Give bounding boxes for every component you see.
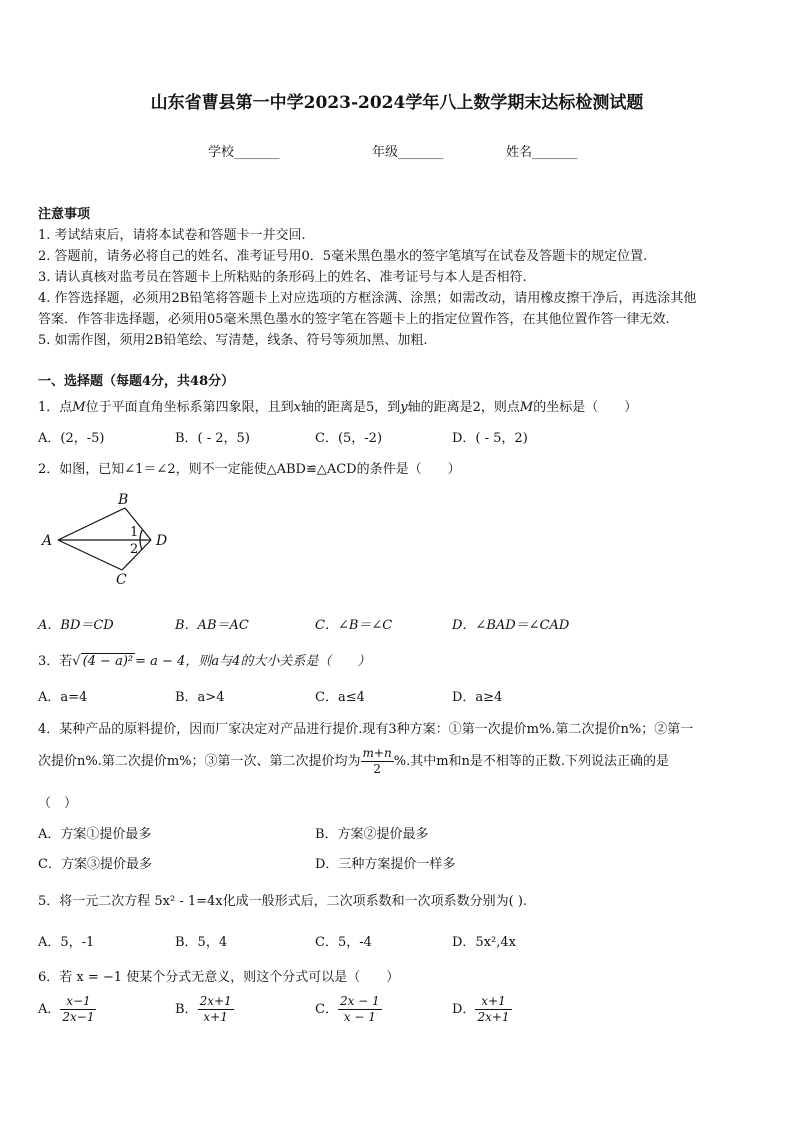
q1-option-b: B．( - 2，5): [175, 431, 250, 446]
q1-option-d: D．( - 5，2): [452, 431, 528, 446]
label-c: C: [116, 572, 127, 588]
page-title: 山东省曹县第一中学2023-2024学年八上数学期末达标检测试题: [150, 93, 644, 113]
label-a: A: [42, 533, 53, 549]
notice-item: 4. 作答选择题，必须用2B铅笔将答题卡上对应选项的方框涂满、涂黑；如需改动，请用橡皮擦干净后，再选涂其他: [38, 291, 697, 306]
question-2-stem: 2．如图，已知∠1＝∠2，则不一定能使△ABD≌△ACD的条件是（ ）: [38, 462, 461, 477]
notice-item: 答案．作答非选择题，必须用05毫米黑色墨水的签字笔在答题卡上的指定位置作答，在其他位置作答一律无效.: [38, 312, 670, 327]
segment-ab: [58, 508, 125, 540]
segment-ac: [58, 540, 122, 570]
notice-item: 2. 答题前，请务必将自己的姓名、准考证号用0．5毫米黑色墨水的签字笔填写在试卷及答题卡的规定位置.: [38, 249, 648, 264]
question-4-line-3: （ ）: [38, 796, 78, 811]
label-angle-1: 1: [130, 525, 139, 540]
sqrt-sign: √: [72, 654, 81, 669]
q6-option-c: C． $\frac{2x - 1}{x - 1}$: [315, 994, 380, 1024]
question-3-stem: 3．若√ (4 − a)² = a − 4，则a与4的大小关系是（ ）: [38, 654, 371, 669]
q1-option-a: A．(2，-5): [38, 431, 105, 446]
notice-item: 3. 请认真核对监考员在答题卡上所粘贴的条形码上的姓名、准考证号与本人是否相符.: [38, 270, 527, 285]
q6-option-d: D． $\frac{x+1}{2x+1}$: [452, 994, 510, 1024]
name-field: 姓名_______: [506, 145, 578, 160]
notice-heading: 注意事项: [38, 207, 91, 222]
q6-option-a: A． $\frac{x-1}{2x-1}$: [38, 994, 95, 1024]
q3-option-d: D．a≥4: [452, 690, 503, 705]
q5-option-a: A．5，-1: [38, 935, 95, 950]
q4-option-c: C．方案③提价最多: [38, 857, 152, 872]
triangle-figure: [38, 488, 168, 588]
q1-option-c: C．(5，-2): [315, 431, 383, 446]
q3-option-b: B．a>4: [175, 690, 225, 705]
question-4-line-2: 次提价n%.第二次提价m%；③第一次、第二次提价均为 $\frac{m+n}{2}$ %.其中m和n是不相等的正数.下列说法正确的是: [38, 746, 670, 776]
notice-item: 5. 如需作图，须用2B铅笔绘、写清楚，线条、符号等须加黑、加粗.: [38, 333, 428, 348]
q6-option-b: B． $\frac{2x+1}{x+1}$: [175, 994, 232, 1024]
school-field: 学校_______: [208, 145, 280, 160]
q5-option-d: D．5x²,4x: [452, 935, 516, 950]
q2-option-b: B．AB＝AC: [175, 618, 249, 633]
question-4-line-1: 4．某种产品的原料提价，因而厂家决定对产品进行提价.现有3种方案：①第一次提价m%.第二次提价n%；②第一: [38, 722, 694, 737]
question-1-stem: 1．点M位于平面直角坐标系第四象限，且到x轴的距离是5，到y轴的距离是2，则点M的坐标是（ ）: [38, 400, 638, 415]
q3-option-c: C．a≤4: [315, 690, 365, 705]
q2-option-a: A．BD＝CD: [38, 618, 114, 633]
notice-item: 1. 考试结束后，请将本试卷和答题卡一并交回.: [38, 228, 306, 243]
q4-option-b: B．方案②提价最多: [315, 827, 429, 842]
q2-option-d: D．∠BAD＝∠CAD: [452, 618, 570, 633]
q4-option-a: A．方案①提价最多: [38, 827, 152, 842]
q4-option-d: D．三种方案提价一样多: [315, 857, 456, 872]
question-6-stem: 6．若 x = −1 使某个分式无意义，则这个分式可以是（ ）: [38, 970, 400, 985]
label-b: B: [118, 492, 129, 508]
q5-option-b: B．5，4: [175, 935, 228, 950]
section-heading: 一、选择题（每题4分，共48分）: [38, 374, 235, 389]
q2-option-c: C．∠B＝∠C: [315, 618, 393, 633]
grade-field: 年级_______: [372, 145, 444, 160]
q5-option-c: C．5，-4: [315, 935, 372, 950]
label-d: D: [156, 533, 168, 549]
label-angle-2: 2: [130, 542, 139, 557]
question-5-stem: 5．将一元二次方程 5x² - 1=4x化成一般形式后，二次项系数和一次项系数分别为( ).: [38, 894, 528, 909]
q3-option-a: A．a=4: [38, 690, 88, 705]
